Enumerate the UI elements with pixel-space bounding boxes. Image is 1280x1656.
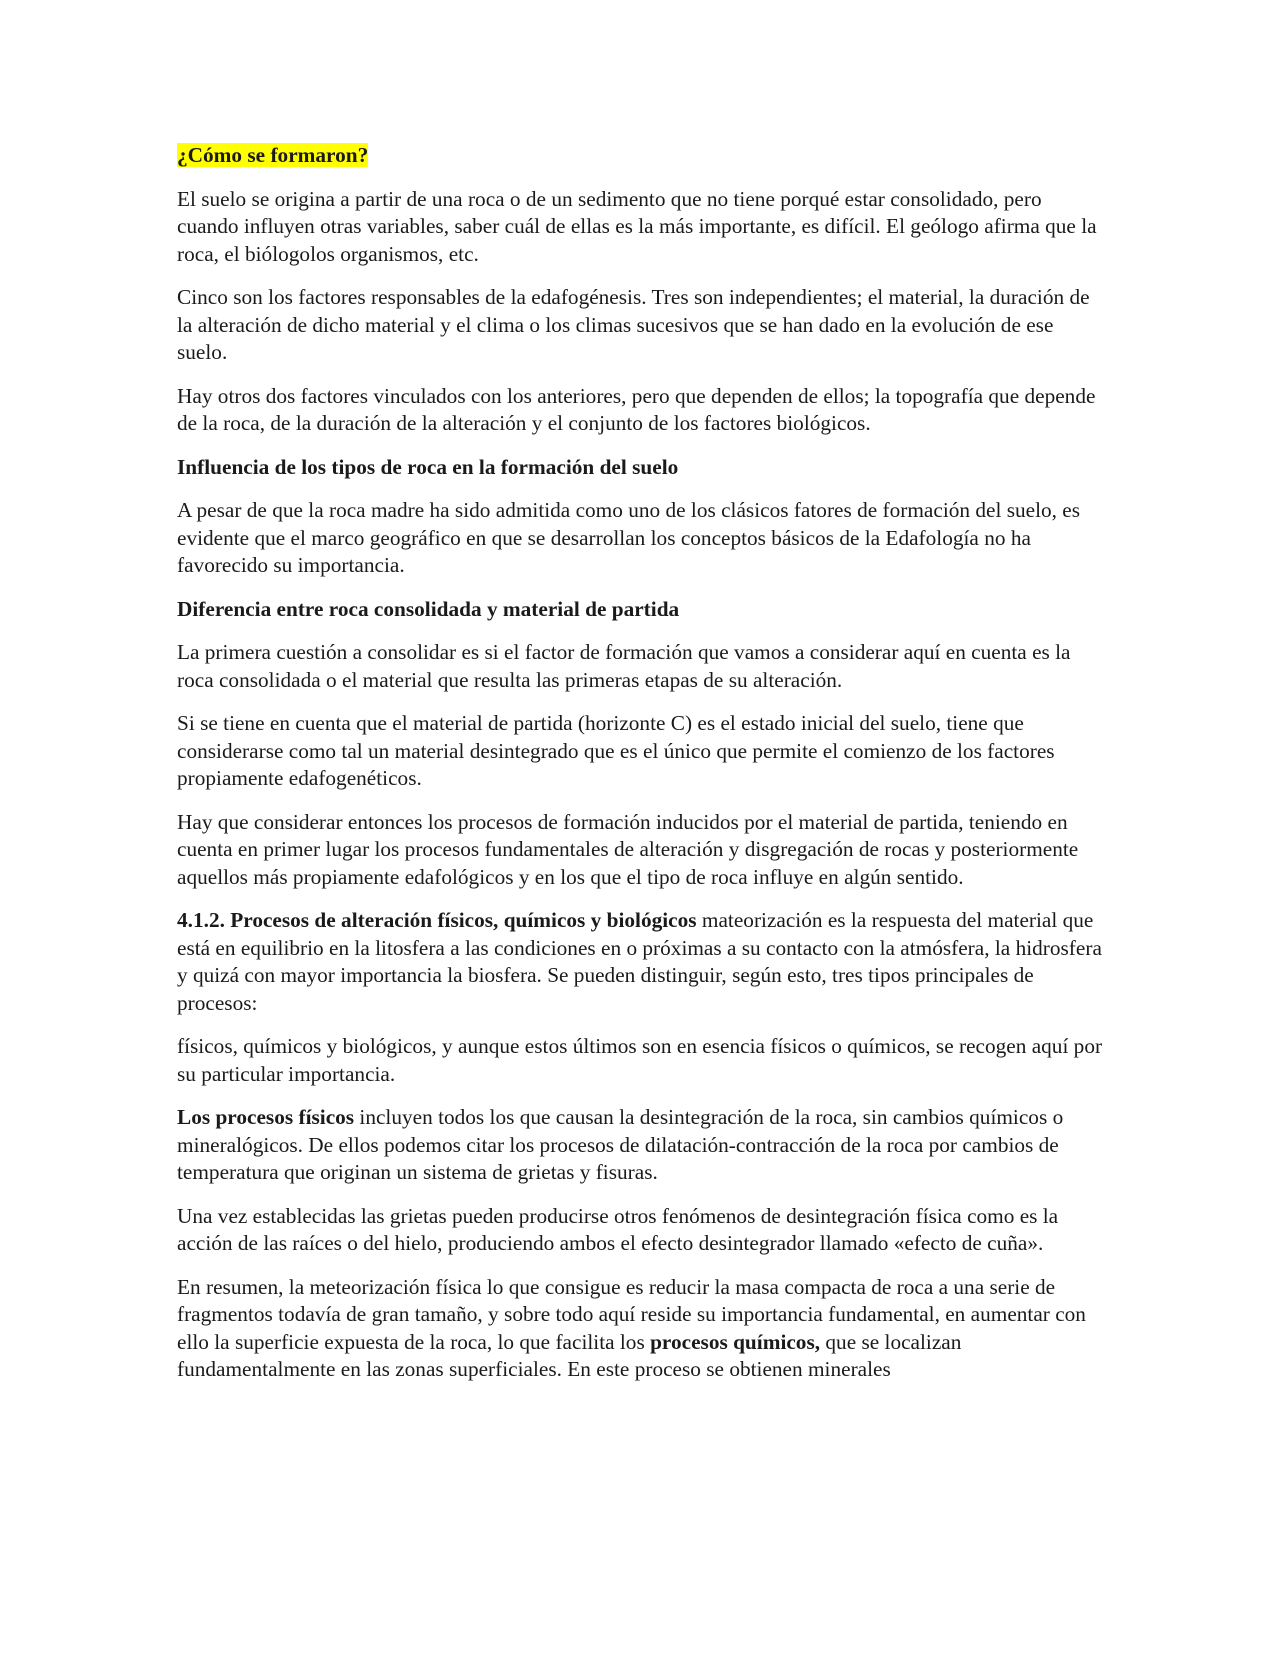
paragraph-five-factors: Cinco son los factores responsables de la edafogénesis. Tres son independientes; el material, la duración de la alteración de dicho material y el clima o los climas sucesivos que se han dado en la evolución de ese suelo.	[177, 285, 1090, 364]
highlighted-heading-text: ¿Cómo se formaron?	[177, 143, 369, 167]
inline-term-physical: Los procesos físicos	[177, 1105, 355, 1129]
inline-term-chemical: procesos químicos,	[650, 1329, 821, 1354]
paragraph-summary-start: En resumen, la meteorización física lo que consigue es reducir la masa compacta de roca a una serie de fragmentos todavía de gran tamaño, y sobre todo aquí reside su importancia fundamental, en aumentar con ello la superficie expuesta de la roca, lo que facilita los	[177, 1274, 1086, 1354]
paragraph-other-factors: Hay otros dos factores vinculados con los anteriores, pero que dependen de ellos; la topografía que depende de la roca, de la duración de la alteración y el conjunto de los factores biológicos.	[177, 383, 1096, 435]
inline-heading-4-1-2: 4.1.2. Procesos de alteración físicos, químicos y biológicos	[177, 908, 697, 932]
section-heading-rock-influence: Influencia de los tipos de roca en la formación del suelo	[177, 454, 679, 479]
paragraph-wedge-effect: Una vez establecidas las grietas pueden producirse otros fenómenos de desintegración física como es la acción de las raíces o del hielo, produciendo ambos el efecto desintegrador llamado «efecto de cuña».	[177, 1203, 1059, 1255]
paragraph-alteration-processes	[177, 907, 1107, 1017]
paragraph-first-question: La primera cuestión a consolidar es si el factor de formación que vamos a considerar aquí en cuenta es la roca consolidada o el material que resulta las primeras etapas de su alteración.	[177, 640, 1071, 692]
paragraph-horizon-c: Si se tiene en cuenta que el material de partida (horizonte C) es el estado inicial del suelo, tiene que considerarse como tal un material desintegrado que es el único que permite el comienzo de los factores propiamente edafogenéticos.	[177, 711, 1055, 790]
paragraph-process-types: físicos, químicos y biológicos, y aunque estos últimos son en esencia físicos o químicos, se recogen aquí por su particular importancia.	[177, 1034, 1103, 1086]
paragraph-physical-text: incluyen todos los que causan la desintegración de la roca, sin cambios químicos o mineralógicos. De ellos podemos citar los procesos de dilatación-contracción de la roca por cambios de temperatura que originan un sistema de grietas y fisuras.	[177, 1105, 1064, 1184]
paragraph-parent-rock: A pesar de que la roca madre ha sido admitida como uno de los clásicos fatores de formación del suelo, es evidente que el marco geográfico en que se desarrollan los conceptos básicos de la Edafología no ha favorecido su importancia.	[177, 498, 1081, 577]
paragraph-origin: El suelo se origina a partir de una roca o de un sedimento que no tiene porqué estar consolidado, pero cuando influyen otras variables, saber cuál de ellas es la más importante, es difícil. El geólogo afirma que la roca, el biólogolos organismos, etc.	[177, 186, 1097, 266]
paragraph-alteration-text: mateorización es la respuesta del material que está en equilibrio en la litosfera a las condiciones en o próximas a su contacto con la atmósfera, la hidrosfera y quizá con mayor importancia la biosfera. Se pueden distinguir, según esto, tres tipos principales de procesos:	[177, 908, 1102, 1015]
paragraph-summary	[177, 1274, 1107, 1384]
section-heading-difference: Diferencia entre roca consolidada y material de partida	[177, 596, 680, 621]
section-heading-formation	[177, 142, 1107, 170]
document-page	[177, 142, 1107, 1400]
paragraph-physical-processes	[177, 1104, 1107, 1187]
paragraph-formation-processes: Hay que considerar entonces los procesos de formación inducidos por el material de partida, teniendo en cuenta en primer lugar los procesos fundamentales de alteración y disgregación de rocas y posteriormente aquellos más propiamente edafológicos y en los que el tipo de roca influye en algún sentido.	[177, 809, 1079, 889]
paragraph-summary-end: que se localizan fundamentalmente en las zonas superficiales. En este proceso se obtienen minerales	[177, 1329, 962, 1381]
